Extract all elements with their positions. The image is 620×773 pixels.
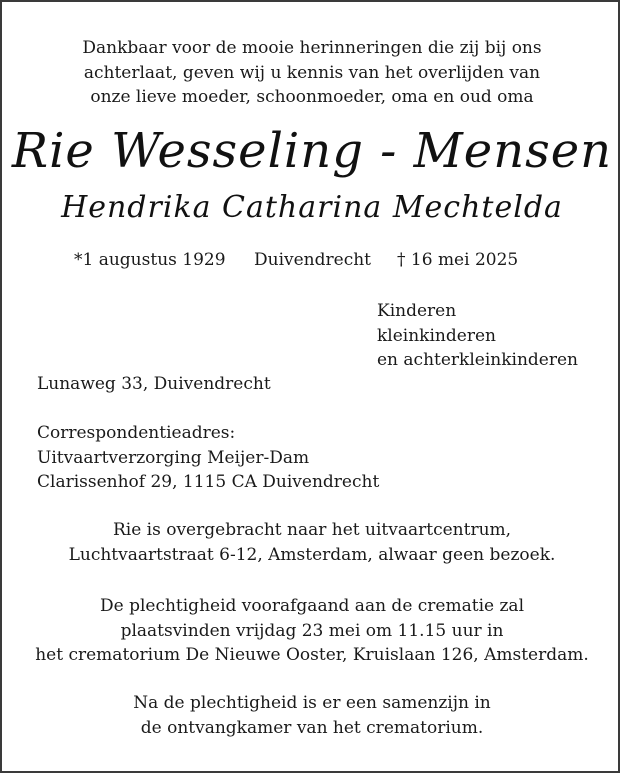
correspondence-line: Uitvaartverzorging Meijer-Dam: [37, 447, 310, 468]
intro-line: achterlaat, geven wij u kennis van het overlijden van: [83, 62, 541, 83]
birth-date: *1 augustus 1929: [74, 250, 226, 270]
family-line: en achterkleinkinderen: [377, 350, 578, 370]
family-line: Kinderen: [377, 301, 457, 321]
gathering-line: Na de plechtigheid is er een samenzijn in: [133, 693, 491, 713]
intro-line: onze lieve moeder, schoonmoeder, oma en oud oma: [90, 87, 534, 107]
ceremony-line: De plechtigheid voorafgaand aan de crematie zal: [99, 596, 525, 616]
family-line: kleinkinderen: [377, 325, 496, 346]
deceased-name: Rie Wesseling - Mensen: [11, 123, 613, 179]
transfer-line: Rie is overgebracht naar het uitvaartcentrum,: [112, 520, 512, 540]
ceremony-line: het crematorium De Nieuwe Ooster, Kruislaan 126, Amsterdam.: [35, 645, 589, 665]
ceremony-line: plaatsvinden vrijdag 23 mei om 11.15 uur in: [120, 620, 504, 641]
deceased-full-name: Hendrika Catharina Mechtelda: [61, 190, 563, 225]
correspondence-line: Clarissenhof 29, 1115 CA Duivendrecht: [37, 472, 380, 492]
place: Duivendrecht: [254, 250, 371, 270]
intro-line: Dankbaar voor de mooie herinneringen die zij bij ons: [82, 38, 542, 58]
transfer-line: Luchtvaartstraat 6-12, Amsterdam, alwaar geen bezoek.: [68, 544, 556, 565]
correspondence-label: Correspondentieadres:: [37, 423, 236, 443]
gathering-line: de ontvangkamer van het crematorium.: [140, 717, 484, 738]
death-date: † 16 mei 2025: [397, 250, 519, 270]
home-address: Lunaweg 33, Duivendrecht: [37, 374, 271, 394]
